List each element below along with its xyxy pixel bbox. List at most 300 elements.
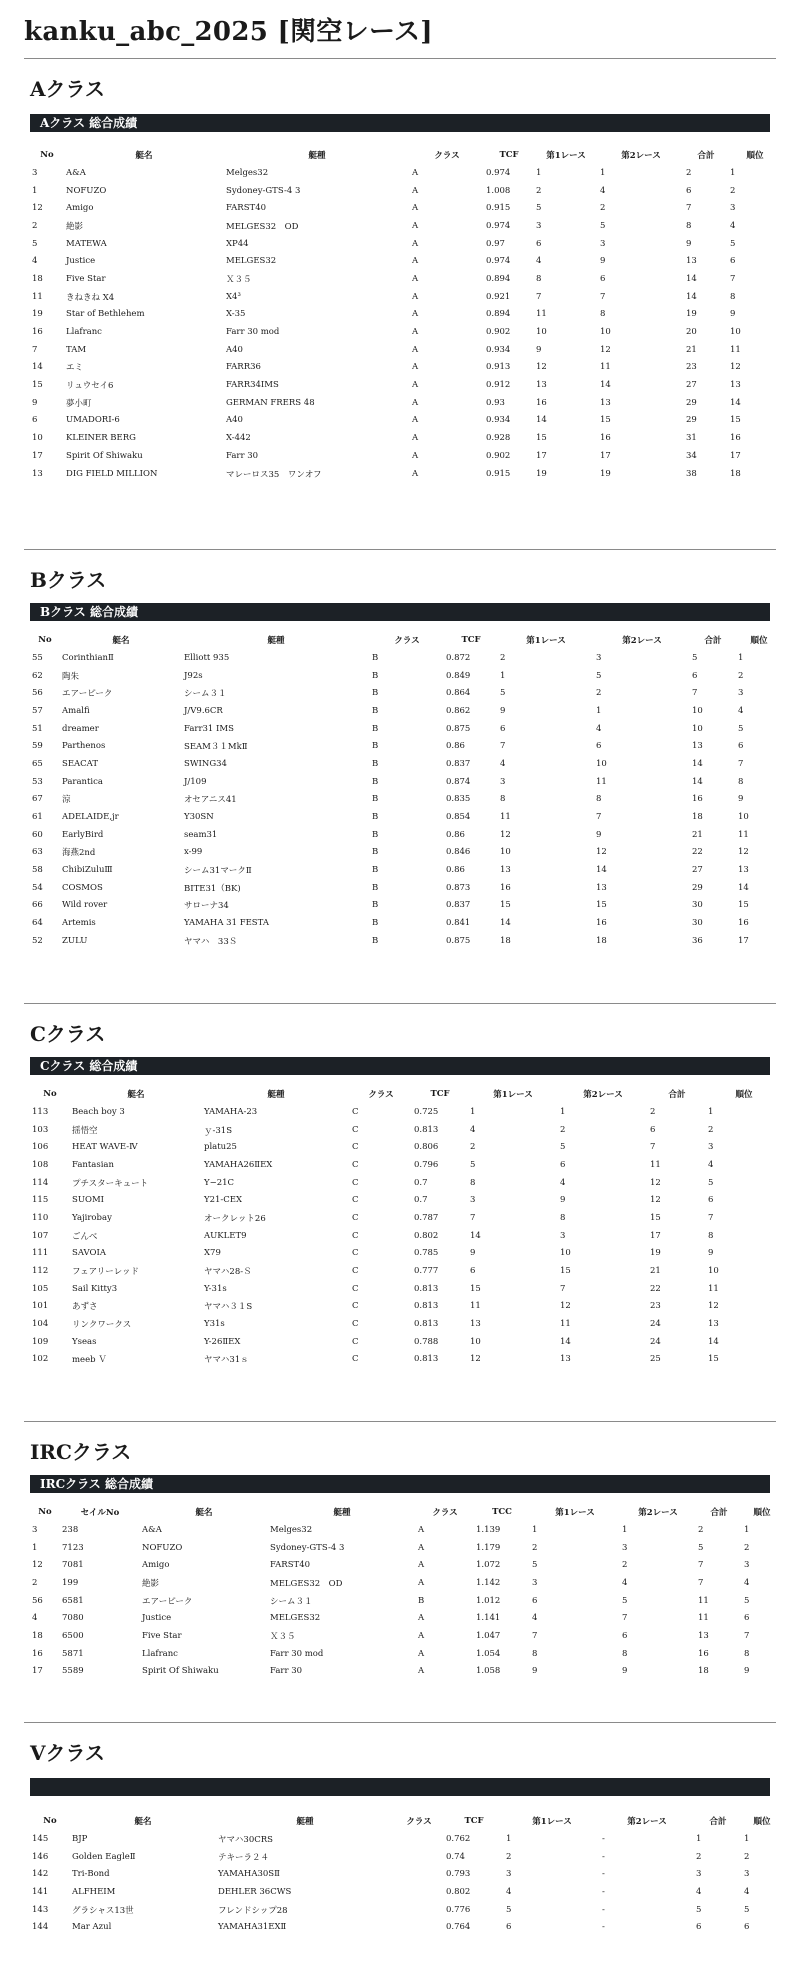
table-row [30, 376, 782, 394]
table-cell: 0.902 [486, 327, 511, 338]
table-cell: 16 [738, 918, 749, 929]
table-cell: 6 [560, 1159, 566, 1170]
table-cell: Parantica [62, 776, 103, 787]
table-cell: 13 [730, 380, 741, 391]
table-cell: 11 [698, 1595, 709, 1606]
table-cell: 1.054 [476, 1648, 501, 1659]
column-header: 第2レース [638, 1508, 678, 1518]
table-row [30, 235, 782, 253]
table-cell: 3 [738, 688, 744, 699]
table-cell: ADELAIDE,jr [62, 812, 119, 823]
table-cell: 2 [470, 1142, 476, 1153]
table-cell: 113 [32, 1106, 49, 1117]
table-cell: 9 [32, 397, 38, 408]
table-cell: プチスターキュート [72, 1178, 149, 1189]
table-cell: 141 [32, 1886, 49, 1897]
table-cell: 2 [730, 185, 736, 196]
table-cell: 12 [32, 1560, 43, 1571]
table-cell: 54 [32, 882, 43, 893]
table-cell: 0.793 [446, 1869, 471, 1880]
table-cell: SEACAT [62, 758, 99, 769]
table-cell: B [418, 1595, 425, 1606]
table-cell: 0.813 [414, 1301, 439, 1312]
table-row [30, 826, 782, 844]
table-cell: 56 [32, 1595, 43, 1606]
table-cell: A40 [226, 344, 243, 355]
table-cell: 16 [500, 882, 511, 893]
table-cell: seam31 [184, 829, 218, 840]
table-cell: 1.179 [476, 1542, 501, 1553]
table-cell: 7 [686, 203, 692, 214]
table-cell: 7 [596, 812, 602, 823]
table-cell: Sail Kitty3 [72, 1283, 118, 1294]
table-cell: 8 [532, 1648, 538, 1659]
column-header: 合計 [710, 1508, 728, 1518]
table-row [30, 844, 782, 862]
table-cell: ヤマハ31ｓ [204, 1355, 249, 1366]
table-cell: X-35 [226, 309, 246, 320]
table-cell: Farr 30 [270, 1666, 303, 1677]
column-header: 第1レース [493, 1090, 533, 1100]
table-cell: フェアリーレッド [72, 1267, 139, 1278]
table-cell: 0.915 [486, 468, 511, 479]
table-cell: 12 [738, 847, 749, 858]
table-cell: 1 [500, 670, 506, 681]
table-cell: 18 [500, 935, 511, 946]
table-cell: 0.934 [486, 344, 511, 355]
table-cell: 7 [698, 1560, 704, 1571]
table-cell: 0.785 [414, 1248, 439, 1259]
column-header: 艇種 [308, 151, 326, 161]
table-cell: 0.921 [486, 291, 511, 302]
section-result-bar: IRCクラス 総合成績 [30, 1475, 770, 1493]
column-header: 第2レース [622, 636, 662, 646]
table-row [30, 1609, 782, 1627]
table-cell: 9 [560, 1195, 566, 1206]
column-header: TCF [461, 635, 481, 645]
table-cell [394, 1830, 444, 1848]
table-header-row [30, 1085, 782, 1103]
table-cell: 9 [596, 829, 602, 840]
table-cell: 25 [650, 1354, 661, 1365]
table-cell: meeb Ｖ [72, 1355, 107, 1366]
table-row [30, 1333, 782, 1351]
table-cell: C [352, 1177, 359, 1188]
table-cell: A [412, 397, 419, 408]
table-cell: ヤマハ30CRS [218, 1834, 273, 1845]
table-cell: Farr 30 mod [270, 1648, 324, 1659]
column-header: TCF [430, 1089, 450, 1099]
table-cell: 0.974 [486, 256, 511, 267]
table-cell: 15 [560, 1266, 571, 1277]
table-cell: 1.139 [476, 1524, 501, 1535]
table-cell: C [352, 1283, 359, 1294]
table-cell: 10 [730, 327, 741, 338]
table-row [30, 879, 782, 897]
table-cell: 5 [596, 670, 602, 681]
table-cell: 15 [500, 900, 511, 911]
table-cell: C [352, 1212, 359, 1223]
table-cell: 15 [32, 380, 43, 391]
table-cell: グラシャス13世 [72, 1905, 134, 1916]
table-header-row [30, 1503, 782, 1521]
column-header: 艇種 [267, 636, 285, 646]
table-cell: 3 [696, 1869, 702, 1880]
table-cell: 1 [600, 167, 606, 178]
table-cell: 2 [560, 1124, 566, 1135]
table-cell: 0.776 [446, 1904, 471, 1915]
column-header: 順位 [746, 151, 764, 161]
table-cell: 103 [32, 1124, 49, 1135]
table-cell: 0.762 [446, 1833, 471, 1844]
table-row [30, 897, 782, 915]
table-cell: 9 [532, 1666, 538, 1677]
table-cell: Golden EagleⅡ [72, 1851, 136, 1862]
table-cell: Melges32 [226, 167, 269, 178]
table-cell: 14 [738, 882, 749, 893]
table-cell: 11 [500, 812, 511, 823]
table-cell: 9 [470, 1248, 476, 1259]
table-cell: 14 [692, 776, 703, 787]
column-header: 合計 [709, 1817, 727, 1827]
table-cell: A [418, 1560, 425, 1571]
table-cell: 7 [560, 1283, 566, 1294]
table-cell: 7 [692, 688, 698, 699]
table-cell: 10 [560, 1248, 571, 1259]
table-cell: 6 [738, 741, 744, 752]
table-cell: Spirit Of Shiwaku [142, 1666, 219, 1677]
table-cell: 29 [686, 397, 697, 408]
table-cell: 7 [536, 291, 542, 302]
column-header: 順位 [753, 1817, 771, 1827]
table-cell: 4 [506, 1886, 512, 1897]
table-cell: 11 [536, 309, 547, 320]
table-cell: 18 [698, 1666, 709, 1677]
table-cell: SWING34 [184, 758, 227, 769]
table-cell: 53 [32, 776, 43, 787]
table-cell: 4 [730, 220, 736, 231]
table-cell: サローナ34 [184, 901, 229, 912]
table-row [30, 1848, 782, 1866]
table-cell: 6 [536, 238, 542, 249]
table-cell: 0.915 [486, 203, 511, 214]
column-header: クラス [368, 1090, 394, 1100]
table-cell: 10 [596, 758, 607, 769]
table-cell: 66 [32, 900, 43, 911]
table-cell: 5 [32, 238, 38, 249]
table-cell: A [412, 450, 419, 461]
table-cell: 10 [32, 433, 43, 444]
table-row [30, 737, 782, 755]
table-cell: あずさ [72, 1302, 98, 1313]
table-cell: 9 [536, 344, 542, 355]
table-cell: A&A [66, 167, 86, 178]
table-cell: Y31s [204, 1319, 225, 1330]
table-cell: A [412, 185, 419, 196]
table-cell: 6 [506, 1922, 512, 1933]
table-cell [394, 1883, 444, 1901]
table-cell: Farr31 IMS [184, 723, 234, 734]
table-cell: 1 [560, 1106, 566, 1117]
column-header: 艇名 [127, 1090, 145, 1100]
table-cell: 10 [600, 327, 611, 338]
table-cell: ヤマハ 33Ｓ [184, 936, 238, 947]
table-cell: 10 [470, 1336, 481, 1347]
table-cell: Amigo [142, 1560, 170, 1571]
table-cell: Y30SN [184, 812, 214, 823]
table-cell [394, 1865, 444, 1883]
table-row [30, 1663, 782, 1681]
table-cell: 13 [596, 882, 607, 893]
table-cell: 11 [650, 1159, 661, 1170]
table-cell: Spirit Of Shiwaku [66, 450, 143, 461]
table-cell: A [412, 203, 419, 214]
table-cell: 6 [650, 1124, 656, 1135]
table-cell: FARR34IMS [226, 380, 279, 391]
table-row [30, 755, 782, 773]
table-cell: A [412, 220, 419, 231]
table-cell: 14 [686, 273, 697, 284]
table-cell: 0.7 [414, 1177, 428, 1188]
table-cell: 1 [744, 1524, 750, 1535]
table-cell: 5 [470, 1159, 476, 1170]
table-cell: A [418, 1613, 425, 1624]
table-cell: 60 [32, 829, 43, 840]
table-cell: 1.047 [476, 1630, 501, 1641]
table-cell: 13 [692, 741, 703, 752]
table-cell: 12 [650, 1177, 661, 1188]
table-cell: 14 [730, 397, 741, 408]
table-cell: C [352, 1266, 359, 1277]
table-cell: 0.974 [486, 167, 511, 178]
table-row [30, 1156, 782, 1174]
table-cell: 21 [692, 829, 703, 840]
table-row [30, 1883, 782, 1901]
table-cell: リンクワークス [72, 1320, 132, 1331]
table-cell: 4 [596, 723, 602, 734]
table-cell: 11 [738, 829, 749, 840]
table-cell: 109 [32, 1336, 49, 1347]
table-cell: 2 [650, 1106, 656, 1117]
table-cell: 4 [744, 1886, 750, 1897]
table-cell: A [418, 1666, 425, 1677]
table-cell: A [418, 1577, 425, 1588]
table-cell: 3 [730, 203, 736, 214]
table-cell: 2 [32, 1577, 38, 1588]
table-cell: 2 [600, 203, 606, 214]
table-cell: C [352, 1230, 359, 1241]
table-row [30, 1556, 782, 1574]
table-cell: 6 [744, 1613, 750, 1624]
table-cell: Llafranc [142, 1648, 178, 1659]
table-cell: 9 [744, 1666, 750, 1677]
table-cell: 18 [596, 935, 607, 946]
table-cell: 0.894 [486, 309, 511, 320]
table-cell: Tri-Bond [72, 1869, 110, 1880]
table-cell: 14 [692, 758, 703, 769]
table-cell: 0.837 [446, 758, 471, 769]
table-cell: 0.928 [486, 433, 511, 444]
table-cell: 2 [622, 1560, 628, 1571]
table-cell: A&A [142, 1524, 162, 1535]
table-cell: C [352, 1248, 359, 1259]
table-cell: 0.788 [414, 1336, 439, 1347]
table-cell: 7 [744, 1630, 750, 1641]
column-header: 順位 [753, 1508, 771, 1518]
table-cell: 14 [500, 918, 511, 929]
table-row [30, 1174, 782, 1192]
table-cell: 6 [32, 415, 38, 426]
table-cell: 9 [622, 1666, 628, 1677]
table-cell: 6 [600, 273, 606, 284]
table-cell: 5 [696, 1904, 702, 1915]
table-cell: 4 [622, 1577, 628, 1588]
table-cell: 51 [32, 723, 43, 734]
table-row [30, 1865, 782, 1883]
column-header: 合計 [697, 151, 715, 161]
table-cell: 0.854 [446, 812, 471, 823]
table-cell: B [372, 812, 379, 823]
table-cell: 2 [744, 1542, 750, 1553]
table-cell: A [412, 433, 419, 444]
table-cell: DEHLER 36CWS [218, 1886, 292, 1897]
table-cell: C [352, 1159, 359, 1170]
table-cell: 2 [532, 1542, 538, 1553]
results-table [30, 1812, 782, 1936]
table-cell: 2 [698, 1524, 704, 1535]
column-header: TCF [464, 1816, 484, 1826]
table-cell: J/109 [184, 776, 207, 787]
table-cell: 4 [708, 1159, 714, 1170]
table-row [30, 1209, 782, 1227]
table-cell: 3 [32, 167, 38, 178]
table-cell: 4 [536, 256, 542, 267]
table-cell: ヤマハ28-Ｓ [204, 1267, 252, 1278]
table-cell: 1.012 [476, 1595, 501, 1606]
section-heading: Vクラス [30, 1741, 105, 1765]
table-cell: シーム３１ [184, 689, 227, 700]
table-cell: 4 [500, 758, 506, 769]
column-header: No [43, 1089, 57, 1099]
table-cell: ごんべ [72, 1231, 98, 1242]
table-cell: 11 [470, 1301, 481, 1312]
table-cell: YAMAHA-23 [204, 1106, 258, 1117]
table-row [30, 447, 782, 465]
table-cell: ZULU [62, 935, 88, 946]
table-cell: きねきね X4 [66, 292, 115, 303]
table-row [30, 359, 782, 377]
table-cell: 30 [692, 918, 703, 929]
table-cell: 34 [686, 450, 697, 461]
table-cell: 3 [536, 220, 542, 231]
column-header: TCC [492, 1507, 512, 1517]
table-cell: 17 [738, 935, 749, 946]
table-cell: 0.806 [414, 1142, 439, 1153]
section-result-bar: Bクラス 総合成績 [30, 603, 770, 621]
table-cell: A [412, 468, 419, 479]
table-cell: 16 [692, 794, 703, 805]
table-cell: 7 [698, 1577, 704, 1588]
table-cell: 14 [596, 865, 607, 876]
table-cell: 4 [744, 1577, 750, 1588]
table-cell: 0.74 [446, 1851, 465, 1862]
table-cell: 146 [32, 1851, 49, 1862]
table-cell: 0.835 [446, 794, 471, 805]
table-cell: 108 [32, 1159, 49, 1170]
table-cell: Five Star [142, 1630, 182, 1641]
table-cell: 145 [32, 1833, 49, 1844]
table-cell: 12 [596, 847, 607, 858]
table-row [30, 649, 782, 667]
table-cell: 62 [32, 670, 43, 681]
table-cell: C [352, 1301, 359, 1312]
table-cell: 8 [470, 1177, 476, 1188]
table-cell: 12 [600, 344, 611, 355]
table-cell: 5 [738, 723, 744, 734]
table-cell: 13 [560, 1354, 571, 1365]
column-header: 第2レース [621, 151, 661, 161]
table-cell: 6500 [62, 1630, 84, 1641]
table-cell: A [418, 1542, 425, 1553]
table-cell: Ｘ３５ [226, 274, 252, 285]
table-cell: 0.802 [414, 1230, 439, 1241]
table-cell: X4³ [226, 291, 241, 302]
table-cell: 29 [686, 415, 697, 426]
table-cell: Five Star [66, 273, 106, 284]
table-cell: Sydoney-GTS-4 3 [270, 1542, 345, 1553]
table-row [30, 1592, 782, 1610]
table-cell: ChibiZuluⅢ [62, 865, 113, 876]
table-cell: A [412, 273, 419, 284]
table-cell: B [372, 900, 379, 911]
table-cell: 5 [744, 1904, 750, 1915]
table-cell: 13 [600, 397, 611, 408]
table-cell: 58 [32, 865, 43, 876]
table-cell: 8 [600, 309, 606, 320]
table-cell: 15 [470, 1283, 481, 1294]
column-header: No [43, 1816, 57, 1826]
table-row [30, 1574, 782, 1592]
table-cell: A [418, 1524, 425, 1535]
table-cell: 5 [692, 652, 698, 663]
table-cell: 11 [560, 1319, 571, 1330]
table-cell: 陶朱 [62, 671, 80, 682]
table-cell: 0.813 [414, 1319, 439, 1330]
table-cell: 5 [708, 1177, 714, 1188]
table-cell: Yseas [72, 1336, 97, 1347]
table-cell: 絶影 [142, 1578, 160, 1589]
table-cell: FARST40 [226, 203, 267, 214]
table-row [30, 429, 782, 447]
table-cell: 6 [470, 1266, 476, 1277]
table-cell: 1 [738, 652, 744, 663]
table-cell [394, 1848, 444, 1866]
table-cell: 105 [32, 1283, 49, 1294]
table-cell: 6 [622, 1630, 628, 1641]
table-cell: 8 [500, 794, 506, 805]
table-cell: TAM [66, 344, 87, 355]
table-cell: 8 [686, 220, 692, 231]
table-cell: 3 [532, 1577, 538, 1588]
table-cell: - [602, 1833, 605, 1844]
table-cell: 8 [536, 273, 542, 284]
table-cell: 114 [32, 1177, 49, 1188]
table-cell: 16 [596, 918, 607, 929]
table-cell: 5 [532, 1560, 538, 1571]
table-cell: FARR36 [226, 362, 261, 373]
table-cell: 24 [650, 1319, 661, 1330]
table-cell: Artemis [62, 918, 96, 929]
